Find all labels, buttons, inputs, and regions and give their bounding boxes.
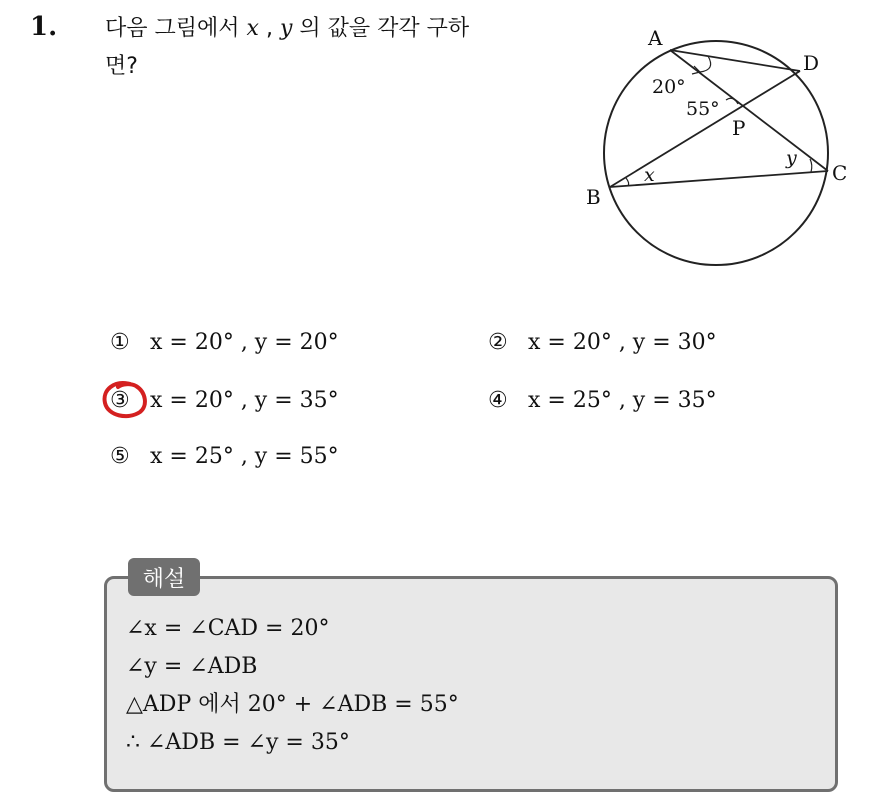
angle-label-cad: 20°: [652, 76, 686, 98]
angle-label-apd: 55°: [686, 98, 720, 120]
angle-label-y: y: [786, 147, 797, 169]
choice-3-expr: x = 20° , y = 35°: [150, 388, 339, 413]
point-label-c: C: [832, 161, 848, 185]
angle-arc-cad: [700, 56, 711, 72]
question-comma: ,: [265, 16, 273, 41]
point-label-b: B: [586, 185, 601, 209]
choice-2[interactable]: [488, 330, 717, 355]
angle-arc-x: [626, 178, 629, 186]
question-var-y: y: [279, 16, 293, 41]
question-text: [105, 10, 575, 86]
solution-tag: 해설: [128, 558, 200, 596]
solution-line-1: ∠x = ∠CAD = 20°: [126, 616, 330, 641]
question-var-x: x: [246, 16, 259, 41]
question-text-line2: 면?: [105, 54, 138, 79]
choice-1[interactable]: [110, 330, 339, 355]
point-label-p: P: [732, 116, 746, 140]
segment-bc: [610, 171, 828, 187]
question-number: 1.: [30, 12, 58, 42]
choice-2-mark: ②: [488, 330, 508, 355]
question-text-part1: 다음 그림에서: [105, 16, 240, 41]
choice-4[interactable]: [488, 388, 717, 413]
point-label-d: D: [803, 51, 820, 75]
solution-line-2: ∠y = ∠ADB: [126, 654, 258, 679]
choice-5-expr: x = 25° , y = 55°: [150, 444, 339, 469]
circle-diagram: [570, 18, 870, 278]
choice-3-mark: ③: [110, 388, 130, 413]
choice-2-expr: x = 20° , y = 30°: [528, 330, 717, 355]
choice-1-expr: x = 20° , y = 20°: [150, 330, 339, 355]
question-text-part2: 의 값을 각각 구하: [299, 16, 470, 41]
selected-answer-circle-icon: [100, 378, 152, 422]
angle-label-x: x: [644, 164, 655, 186]
solution-line-4: ∴ ∠ADB = ∠y = 35°: [126, 730, 350, 755]
choice-1-mark: ①: [110, 330, 130, 355]
angle-arc-apd: [726, 98, 738, 104]
chord-bd: [610, 71, 800, 187]
choice-4-mark: ④: [488, 388, 508, 413]
point-label-a: A: [648, 26, 663, 50]
choice-5[interactable]: [110, 444, 339, 469]
angle-arc-y: [810, 159, 812, 172]
solution-lines: [126, 610, 459, 762]
choice-5-mark: ⑤: [110, 444, 130, 469]
choice-4-expr: x = 25° , y = 35°: [528, 388, 717, 413]
solution-line-3: △ADP 에서 20° + ∠ADB = 55°: [126, 692, 459, 717]
answer-choices: [110, 322, 830, 502]
